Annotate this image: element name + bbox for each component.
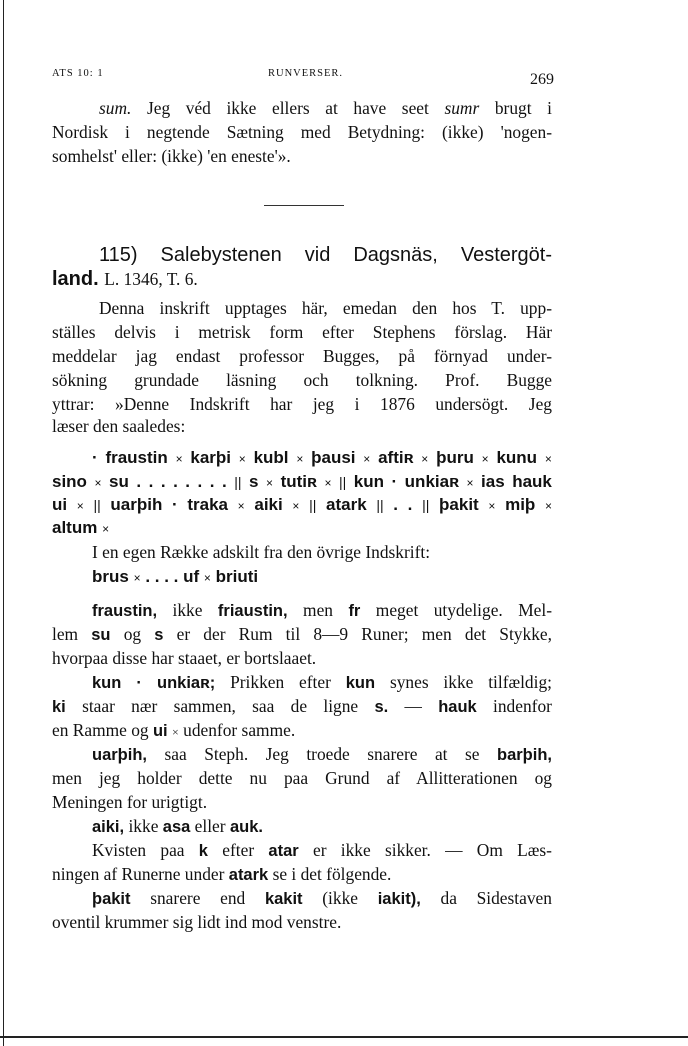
note-line-7: uarþih, saa Steph. Jeg troede snarere at se barþih, xyxy=(92,744,552,764)
note-line-4: kun · unkiaʀ; Prikken efter kun synes ikke tilfældig; xyxy=(92,672,552,692)
rune-line-1: · fraustin × karþi × kubl × þausi × aftiʀ × þuru × kunu × xyxy=(92,448,552,467)
page-edge-bottom xyxy=(0,1036,688,1038)
rune-line-4: altum × xyxy=(52,518,110,537)
page-edge-left xyxy=(3,0,4,1046)
note-line-3: hvorpaa disse har staaet, er bortslaaet. xyxy=(52,648,317,668)
page-number: 269 xyxy=(530,71,554,88)
para-line-5: yttrar: »Denne Indskrift har jeg i 1876 undersögt. Jeg xyxy=(52,394,552,414)
para-line-3: meddelar jag endast professor Bugges, på förnyad under- xyxy=(52,346,552,366)
running-head-left: ATS 10: 1 xyxy=(52,68,104,79)
para-line-6: læser den saaledes: xyxy=(52,416,186,436)
heading-line-2: land. L. 1346, T. 6. xyxy=(52,268,198,290)
para-line-4: sökning grundade läsning och tolkning. Prof. Bugge xyxy=(52,370,552,390)
note-line-1: fraustin, ikke friaustin, men fr meget utydelige. Mel- xyxy=(92,600,553,620)
note-line-8: men jeg holder dette nu paa Grund af Allitterationen og xyxy=(52,768,552,788)
note-line-14: oventil krummer sig lidt ind mod venstre. xyxy=(52,912,342,932)
intro-line-3: somhelst' eller: (ikke) 'en eneste'». xyxy=(52,146,291,166)
para-line-2: ställes delvis i metrisk form efter Stephens förslag. Här xyxy=(52,322,552,342)
running-head-center: RUNVERSER. xyxy=(268,68,344,79)
intro-line-1: sum. Jeg véd ikke ellers at have seet sumr brugt i xyxy=(99,98,552,118)
intro-line-2: Nordisk i negtende Sætning med Betydning: (ikke) 'nogen- xyxy=(52,122,552,142)
rune-line-3: ui × || uarþih · traka × aiki × || atark || . . || þakit × miþ × xyxy=(52,495,552,514)
section-divider xyxy=(264,205,344,206)
separate-row-line: I en egen Række adskilt fra den övrige Indskrift: xyxy=(92,542,431,562)
note-line-12: ningen af Runerne under atark se i det fölgende. xyxy=(52,864,392,884)
note-line-11: Kvisten paa k efter atar er ikke sikker. — Om Læs- xyxy=(92,840,552,860)
para-line-1: Denna inskrift upptages här, emedan den hos T. upp- xyxy=(99,298,552,318)
note-line-13: þakit snarere end kakit (ikke iakit), da Sidestaven xyxy=(92,888,552,908)
note-line-5: ki staar nær sammen, saa de ligne s. — hauk indenfor xyxy=(52,696,552,716)
rune-line-brus: brus × . . . . uf × briuti xyxy=(92,567,259,586)
note-line-10: aiki, ikke asa eller auk. xyxy=(92,816,263,836)
heading-line-1: 115) Salebystenen vid Dagsnäs, Vestergöt- xyxy=(99,244,552,266)
note-line-6: en Ramme og ui × udenfor samme. xyxy=(52,720,296,740)
note-line-2: lem su og s er der Rum til 8—9 Runer; men det Stykke, xyxy=(52,624,552,644)
note-line-9: Meningen for urigtigt. xyxy=(52,792,208,812)
rune-line-2: sino × su . . . . . . . . || s × tutiʀ × || kun · unkiaʀ × ias hauk xyxy=(52,472,552,491)
